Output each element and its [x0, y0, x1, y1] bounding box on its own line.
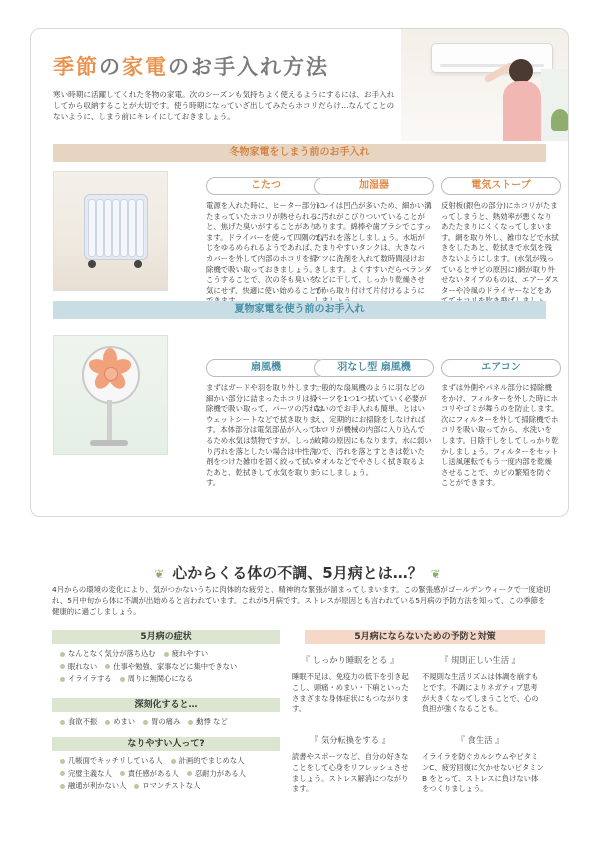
physical-symptoms-list: [60, 716, 236, 729]
leaf-left-icon: ❦: [154, 567, 165, 581]
symptom-tag: 眠れない: [60, 661, 97, 674]
symptom-tag: イライラする: [60, 673, 112, 686]
prevention-body-diet: イライラを防ぐカルシウムやビタミンC、疲労回復に欠かせないビタミンB をとって、ストレスに負けない体をつくりましょう。: [422, 752, 544, 794]
prone-tag: 責任感がある人: [120, 768, 179, 781]
winter-item-body: 電源を入れた時に、ヒーター部分にたまっていたホコリが熱せられると、焦げた臭いがすることがあります。ドライバーを使って四隅のねじをゆるめられるようであれば、カバーを外して内部のホコリを掃除機で吸い取っておきましょう。こうすることで、次の冬も臭いを気にせず、快適に使い始めることが: [206, 201, 324, 295]
air-conditioner-illustration: [431, 43, 553, 73]
summer-section-band: 夏物家電を使う前のお手入れ: [53, 301, 546, 319]
winter-item-kotatsu: [206, 177, 324, 307]
prone-tag: 忍耐力がある人: [187, 768, 246, 781]
electric-fan-photo: [53, 335, 168, 455]
plant-illustration: [551, 109, 569, 131]
prone-tag: 几帳面でキッチリしている人: [60, 755, 163, 768]
summer-item-air-conditioner: [441, 359, 559, 489]
symptoms-heading: 5月病の症状: [52, 630, 280, 644]
summer-item-body: 一般的な扇風機のように羽などのパーツを1つ1つ拭いていく必要がないのでお手入れも簡単。とはいえ、定期的にお掃除をしなければホコリが機械の内部に入り込んで故障の原因にもなります。水に弱いので、汚れを落とすときは乾いたタオルなどでやさしく拭き取るようにしましょう。: [314, 383, 432, 477]
symptom-tag: 仕事や勉強、家事などに集中できない: [105, 661, 237, 674]
prevention-heading: 5月病にならないための予防と対策: [305, 630, 545, 644]
intro-text: 寒い時期に活躍してくれた冬物の家電。次のシーズンも気持ちよく使えるようにするには、お手入れしてから収納することが大切です。使う時期になっていざ出してみたらホコリだらけ…なんてことのないように、しまう前にキレイにしておきましょう。: [53, 90, 395, 122]
physical-tag: 食欲不振: [60, 716, 97, 729]
title-part-appliance: 家電: [122, 55, 168, 79]
may-sickness-title-text: 心からくる体の不調、5月病とは…？: [172, 564, 423, 582]
summer-item-title: 羽なし型 扇風機: [314, 359, 434, 377]
physical-tag: めまい: [105, 716, 135, 729]
prone-tag: ロマンチストな人: [134, 780, 200, 793]
leaf-right-icon: ❦: [430, 567, 441, 581]
winter-item-body: トレイは凹凸が多いため、細かい溝に汚れがこびりついていることがあります。綿棒や歯ブラシでこすって汚れを落としましょう。水垢がたまりやすいタンクは、大きなバケツに洗剤を入れて数時間浸けおきします。よくすすいだらベランダなどに干して、しっかり乾燥させてから取り付けて片付けるように: [314, 201, 432, 295]
summer-item-body: まずは外側やパネル部分に掃除機をかけ、フィルターを外した時にホコリやゴミが舞うのを防止します。次にフィルターを外して掃除機でホコリを吸い取ってから、水洗いをします。日陰干しをしてしっかり乾かしましょう。フィルターをセットし送風運転でもう一度内部を乾燥させることで、カビの繁殖を防ぐことができます。: [441, 383, 559, 488]
summer-item-body: まずはガードや羽を取り外します。細かい部分に詰まったホコリは掃除機で吸い取って、パーツの汚れはウェットシートなどで拭き取ります。本体部分は電気部品が入っているため水気は禁物ですが、しっかり汚れを落としたい場合は中性洗剤をつけた雑巾を固く絞って拭いたあと、乾拭きして水気を取ります。: [206, 383, 324, 488]
prone-people-list: [60, 755, 254, 793]
may-sickness-intro: 4月からの環境の変化により、気がつかないうちに肉体的な疲労と、精神的な緊張が溜まってしまいます。この緊張感がゴールデンウィークで一度途切れ、5月中旬から体に不調が出始めると言われています。これが5月病です。ストレスが原因とも言われている5月病の予防方法を知って、この季節を健康的に過ごしましょう。: [52, 585, 551, 616]
summer-item-title: エアコン: [441, 359, 561, 377]
winter-item-body: 反射板(銀色の部分)にホコリがたまってしまうと、熱効率が悪くなりあたたまりにくくなってしまいます。網を取り外し、雑巾などで水拭きをしたあと、乾拭きで水気を残さないようにします。(水気が残っているとサビの原因に)網が取り外せないタイプのものは、エアーダスターや冷風のドライヤーなどをあ: [441, 201, 559, 295]
physical-symptoms-heading: 深刻化すると…: [52, 698, 280, 712]
physical-tag: 動悸 など: [188, 716, 228, 729]
prevention-body-refresh: 読書やスポーツなど、自分の好きなことをして心身をリフレッシュさせましょう。ストレス解消につながります。: [292, 752, 409, 794]
title-part-care: のお手入れ方法: [168, 55, 329, 79]
air-conditioner-cleaning-illustration: [401, 29, 568, 141]
summer-item-title: 扇風機: [206, 359, 326, 377]
symptom-tag: 周りに無関心になる: [120, 673, 194, 686]
prone-tag: 融通が利かない人: [60, 780, 126, 793]
winter-item-humidifier: [314, 177, 432, 307]
title-part-season: 季節: [53, 55, 99, 79]
summer-item-bladeless-fan: [314, 359, 432, 478]
prone-tag: 計画的でまじめな人: [171, 755, 245, 768]
prevention-body-sleep: 睡眠不足は、免疫力の低下を引き起こし、頭痛・めまい・下痢といったさまざまな身体症状にもつながります。: [292, 672, 409, 714]
seasonal-appliance-card: [30, 28, 569, 517]
title-part-no: の: [99, 55, 122, 79]
winter-section-band: 冬物家電をしまう前のお手入れ: [53, 144, 546, 162]
winter-item-electric-stove: [441, 177, 559, 318]
prevention-title-diet: 『 食生活 』: [456, 735, 504, 745]
oil-heater-illustration: [84, 194, 148, 260]
winter-item-title: 電気ストーブ: [441, 177, 561, 195]
prone-people-heading: なりやすい人って?: [52, 737, 280, 751]
symptom-tag: なんとなく気分が落ち込む: [60, 648, 156, 661]
winter-item-title: こたつ: [206, 177, 326, 195]
summer-item-fan: [206, 359, 324, 489]
prevention-body-regular-life: 不規則な生活リズムは体調を崩すもとです。不調によりネガティブ思考が大きくなってしまうことで、心の負担が強くなることも。: [422, 672, 539, 714]
winter-item-title: 加湿器: [314, 177, 434, 195]
prevention-title-sleep: 『 しっかり睡眠をとる 』: [301, 655, 399, 665]
prone-tag: 完璧主義な人: [60, 768, 112, 781]
prevention-title-refresh: 『 気分転換をする 』: [310, 735, 390, 745]
physical-tag: 胃の痛み: [143, 716, 180, 729]
oil-heater-photo: [53, 171, 168, 291]
symptoms-list: [60, 648, 245, 686]
may-sickness-title: [0, 562, 595, 583]
symptom-tag: 疲れやすい: [164, 648, 208, 661]
prevention-title-regular-life: 『 規則正しい生活 』: [440, 655, 520, 665]
page-title: [53, 51, 329, 81]
